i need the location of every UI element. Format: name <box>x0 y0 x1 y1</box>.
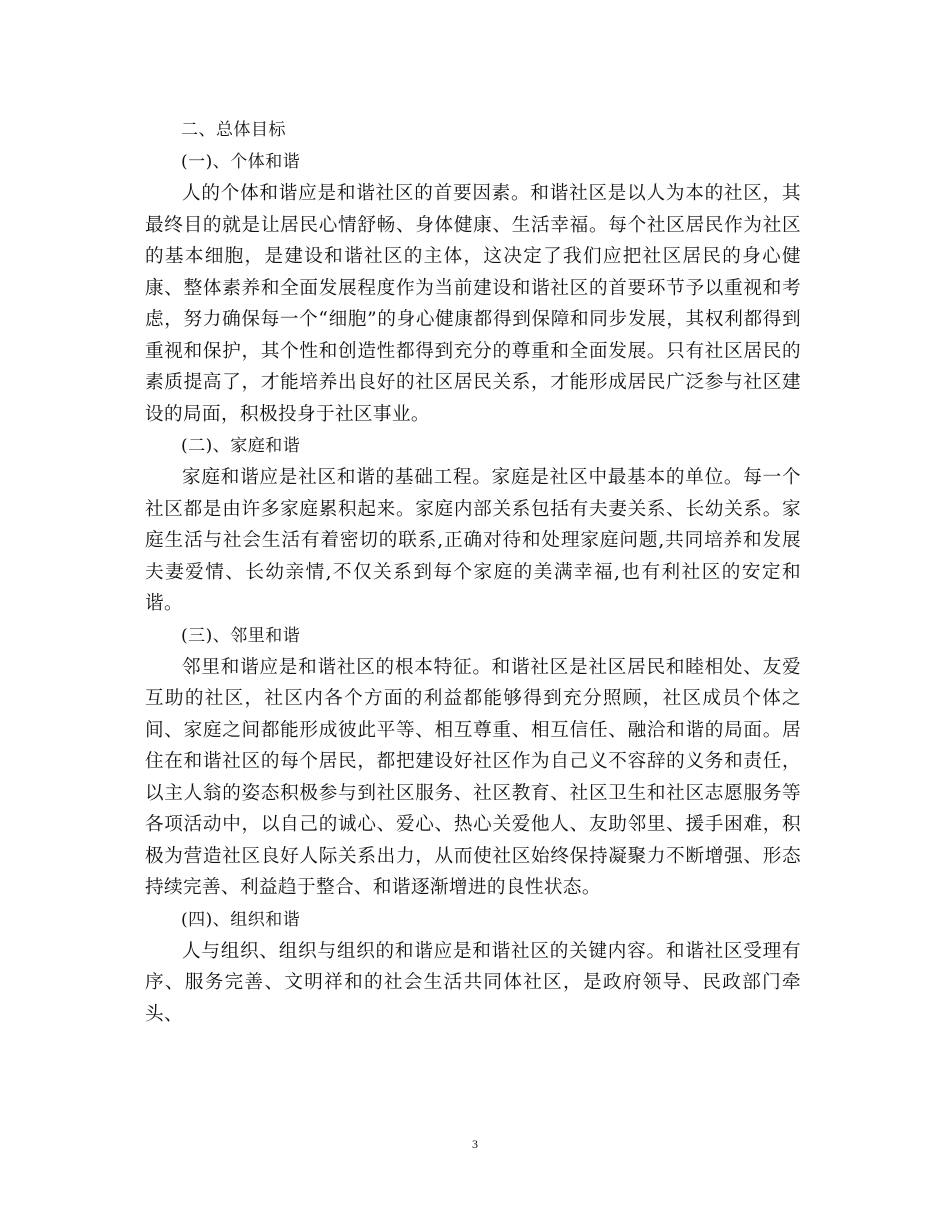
document-body <box>145 114 801 1030</box>
subsection-heading-family: (二)、家庭和谐 <box>181 436 301 456</box>
section-title: 二、总体目标 <box>181 120 286 140</box>
paragraph-organization-harmony: 人与组织、组织与组织的和谐应是和谐社区的关键内容。和谐社区受理有序、服务完善、文明祥和的社会生活共同体社区，是政府领导、民政部门牵头、 <box>145 940 801 1025</box>
subsection-heading-neighborhood: (三)、邻里和谐 <box>181 625 301 646</box>
paragraph-individual-harmony: 人的个体和谐应是和谐社区的首要因素。和谐社区是以人为本的社区，其最终目的就是让居民心情舒畅、身体健康、生活幸福。每个社区居民作为社区的基本细胞，是建设和谐社区的主体，这决定了我们应把社区居民的身心健康、整体素养和全面发展程度作为当前建设和谐社区的首要环节予以重视和考虑，努力确保每一个“细胞”的身心健康都得到保障和同步发展，其权利都得到重视和保护，其个性和创造性都得到充分的尊重和全面发展。只有社区居民的素质提高了，才能培养出良好的社区居民关系，才能形成居民广泛参与社区建设的局面，积极投身于社区事业。 <box>145 183 801 425</box>
subsection-heading-individual: (一)、个体和谐 <box>181 152 301 172</box>
paragraph-family-harmony: 家庭和谐应是社区和谐的基础工程。家庭是社区中最基本的单位。每一个社区都是由许多家庭累积起来。家庭内部关系包括有夫妻关系、长幼关系。家庭生活与社会生活有着密切的联系,正确对待和处理家庭问题,共同培养和发展夫妻爱情、长幼亲情,不仅关系到每个家庭的美满幸福,也有利社区的安定和谐。 <box>145 467 801 614</box>
subsection-heading-organization: (四)、组织和谐 <box>181 909 301 930</box>
paragraph-neighborhood-harmony: 邻里和谐应是和谐社区的根本特征。和谐社区是社区居民和睦相处、友爱互助的社区，社区内各个方面的利益都能够得到充分照顾，社区成员个体之间、家庭之间都能形成彼此平等、相互尊重、相互信任、融洽和谐的局面。居住在和谐社区的每个居民，都把建设好社区作为自己义不容辞的义务和责任，以主人翁的姿态积极参与到社区服务、社区教育、社区卫生和社区志愿服务等各项活动中，以自己的诚心、爱心、热心关爱他人、友助邻里、援手困难，积极为营造社区良好人际关系出力，从而使社区始终保持凝聚力不断增强、形态持续完善、利益趋于整合、和谐逐渐增进的良性状态。 <box>145 656 801 898</box>
page-number: 3 <box>472 1137 478 1151</box>
